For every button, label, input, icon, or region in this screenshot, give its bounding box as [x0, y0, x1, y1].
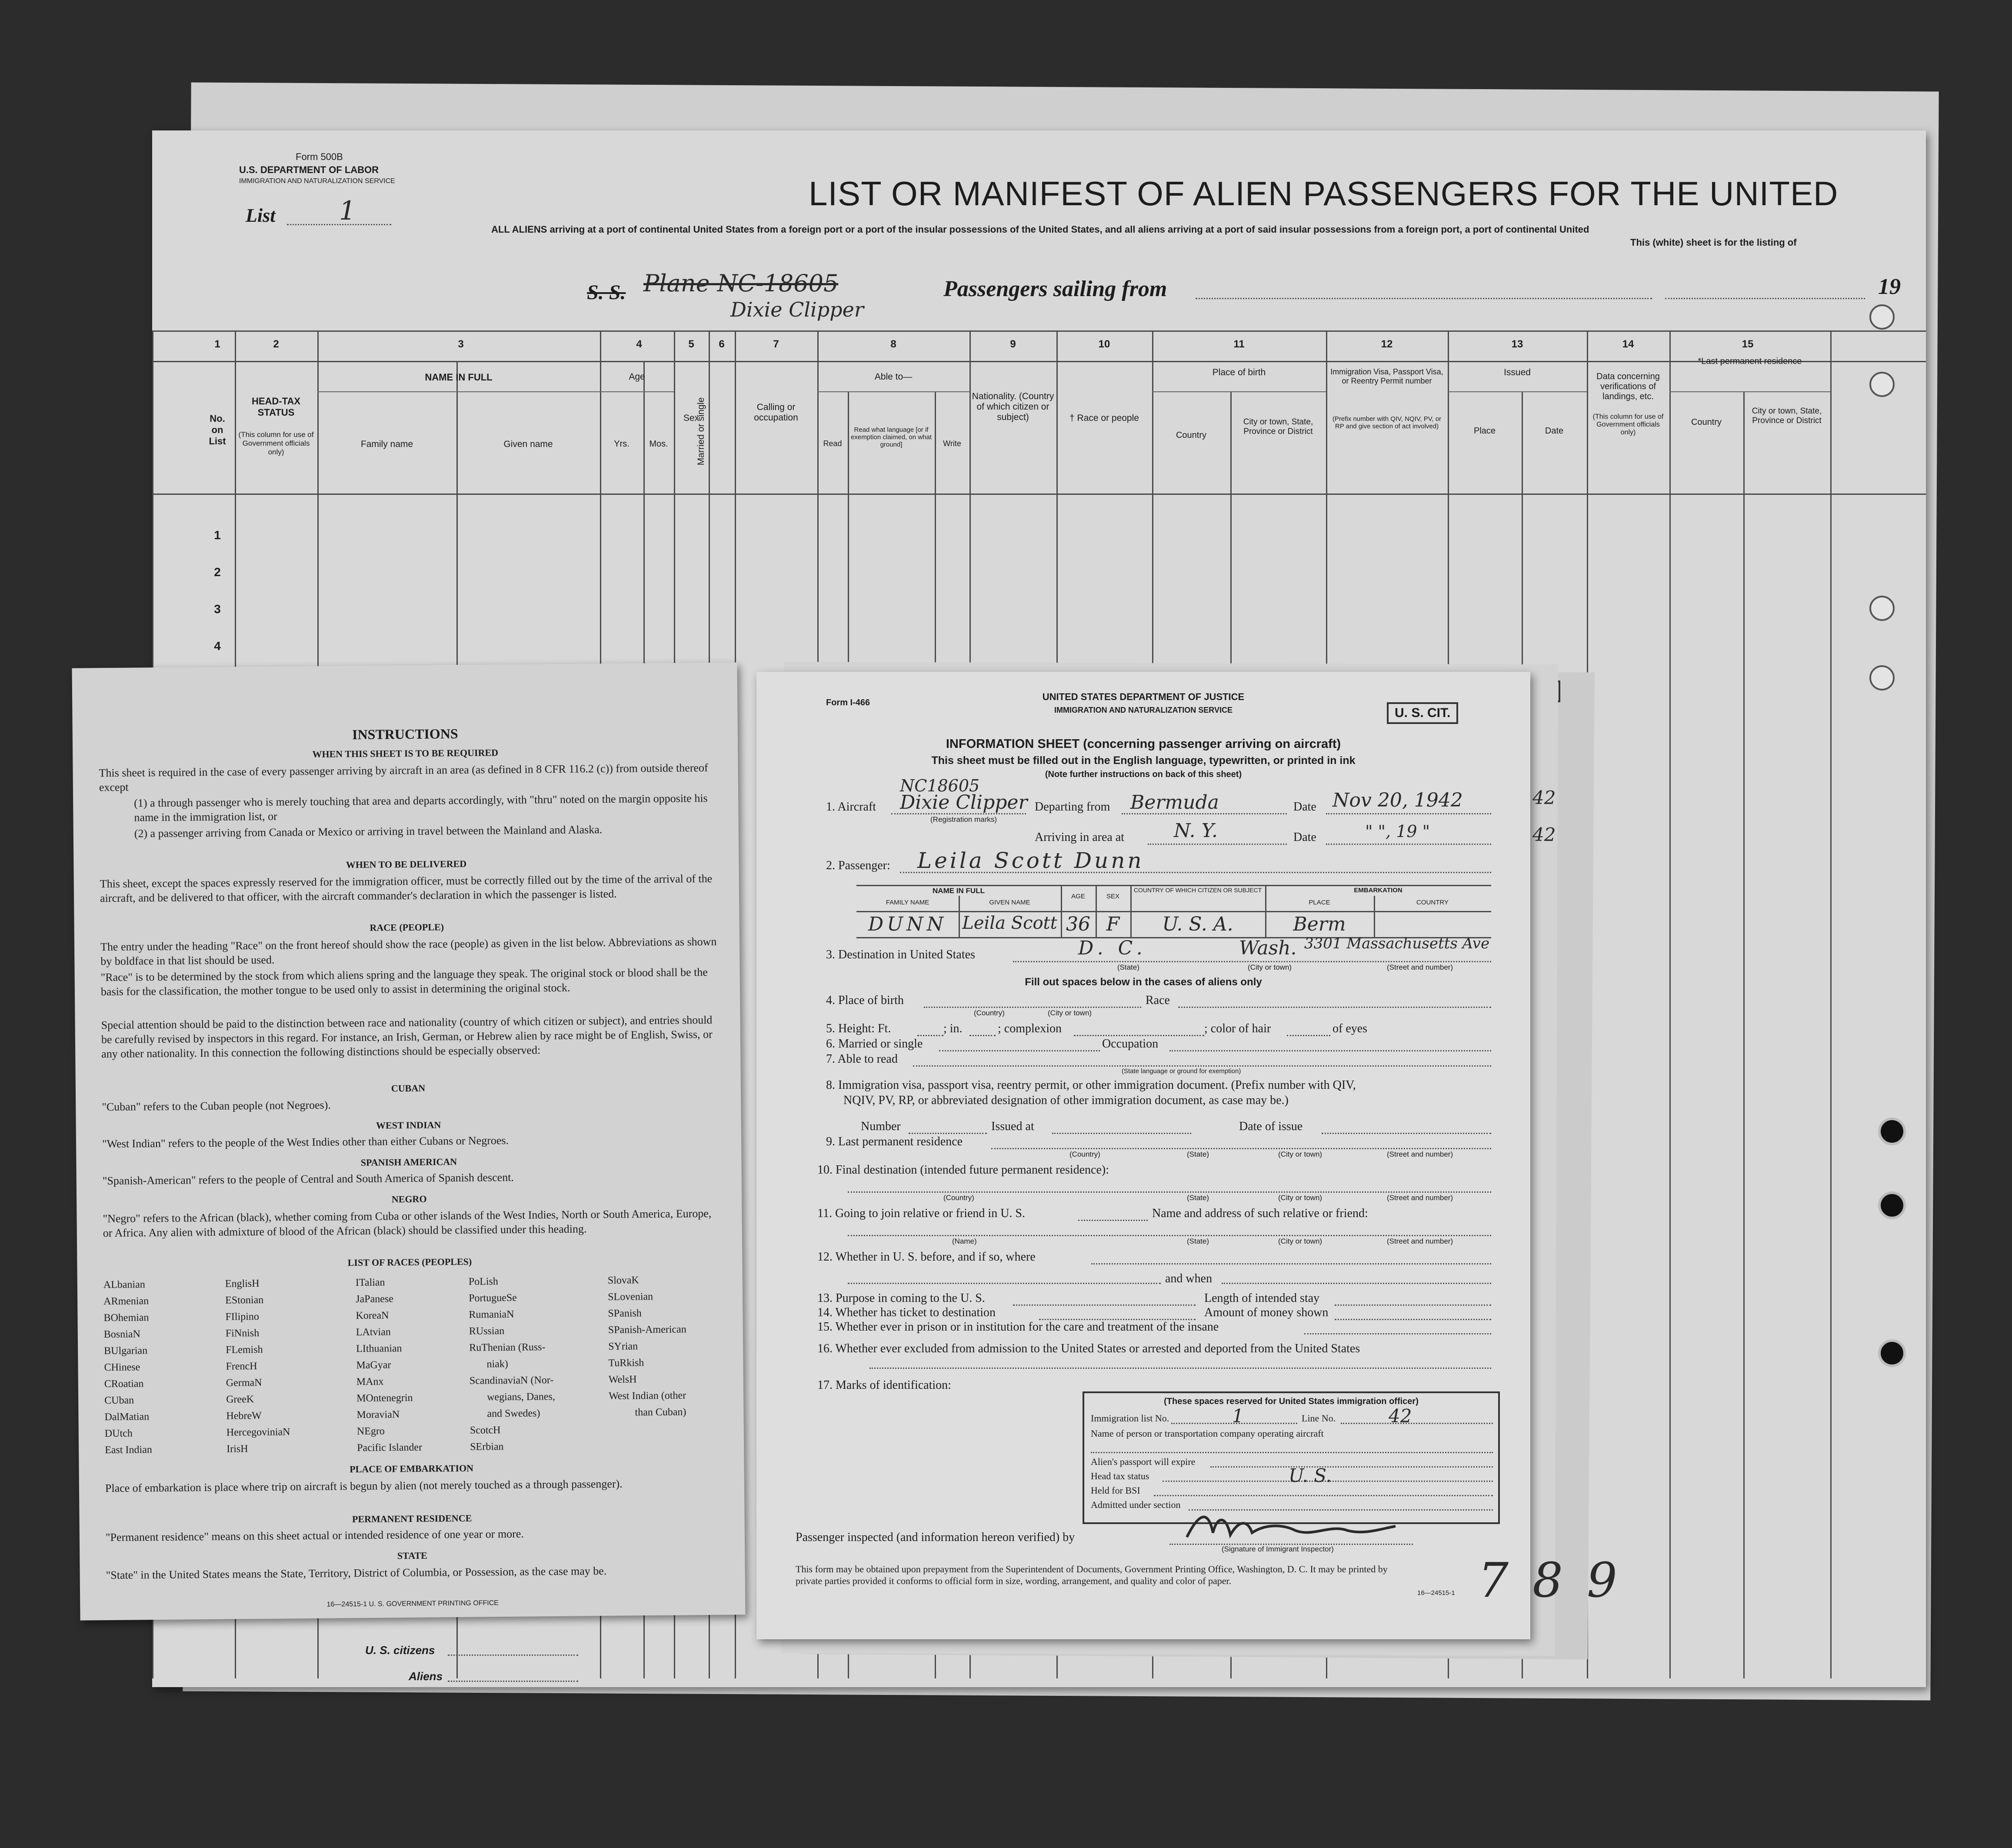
- col-header-name-in-full: NAME IN FULL: [425, 372, 493, 383]
- officer-admitted-label: Admitted under section: [1091, 1499, 1181, 1510]
- manifest-form-no: Form 500B: [296, 151, 343, 162]
- field-11-name-caption: (Name): [952, 1237, 977, 1245]
- col-num-2: 2: [273, 338, 279, 350]
- field-9-street-caption: (Street and number): [1387, 1150, 1453, 1158]
- margin-year-1: 42: [1532, 787, 1556, 808]
- row-number-3: 3: [214, 602, 221, 616]
- race-item: IrisH: [227, 1443, 248, 1455]
- col-header-visa-note: (Prefix number with QIV, NQIV, PV, or RP and give section of act involved): [1332, 415, 1442, 430]
- field-10-street-caption: (Street and number): [1387, 1194, 1453, 1202]
- inspector-signature: [1183, 1507, 1400, 1546]
- race-list-col-4: [469, 1273, 556, 1455]
- col-header-birth-country: Country: [1176, 430, 1207, 440]
- field-3-street-caption: (Street and number): [1387, 963, 1453, 971]
- info-note: (Note further instructions on back of this sheet): [1045, 770, 1242, 779]
- field-1-date2-value: " ", 19 ": [1365, 822, 1430, 841]
- info-dept: UNITED STATES DEPARTMENT OF JUSTICE: [1042, 691, 1245, 702]
- field-4-country-caption: (Country): [974, 1009, 1005, 1017]
- col-header-married: Married or single: [696, 397, 706, 466]
- footer-aliens: Aliens: [409, 1670, 443, 1683]
- field-8-number-label: Number: [861, 1120, 901, 1133]
- tbl-embarkation: EMBARKATION: [1354, 887, 1402, 894]
- info-subtitle: This sheet must be filled out in the English language, typewritten, or printed in ink: [931, 754, 1356, 767]
- race-item: GermaN: [226, 1377, 262, 1389]
- field-13-length-label: Length of intended stay: [1204, 1291, 1320, 1305]
- officer-box-title: (These spaces reserved for United States immigration officer): [1164, 1397, 1419, 1406]
- instructions-p-perm: "Permanent residence" means on this sheet actual or intended residence of one year or more.: [105, 1527, 524, 1544]
- col-num-1: 1: [214, 338, 220, 350]
- race-item: FIlipino: [225, 1311, 259, 1323]
- field-10-country-caption: (Country): [943, 1194, 974, 1202]
- field-9-state-caption: (State): [1187, 1150, 1209, 1158]
- information-sheet: [756, 672, 1530, 1639]
- race-item: CUban: [104, 1394, 134, 1407]
- instructions-p-cuban: "Cuban" refers to the Cuban people (not Negroes).: [102, 1098, 331, 1114]
- col-header-read-language: Read what language [or if exemption claimed, on what ground]: [851, 426, 932, 448]
- manifest-title: LIST OR MANIFEST OF ALIEN PASSENGERS FOR THE UNITED: [809, 174, 1839, 213]
- race-item: LAtvian: [356, 1326, 391, 1338]
- binder-hole: [1869, 596, 1895, 621]
- race-item: wegians, Danes,: [487, 1391, 555, 1403]
- info-footer-code: 16—24515-1: [1417, 1589, 1455, 1597]
- race-item: RumaniaN: [469, 1308, 514, 1321]
- instructions-h-perm: PERMANENT RESIDENCE: [352, 1512, 472, 1525]
- field-12-when-label: and when: [1165, 1272, 1213, 1285]
- col-num-14: 14: [1622, 338, 1634, 350]
- sheet-page-numbers: 7 8 9: [1478, 1552, 1622, 1608]
- field-5-eyes-label: of eyes: [1332, 1022, 1368, 1035]
- field-3-city-caption: (City or town): [1248, 963, 1292, 971]
- manifest-subtitle: ALL ALIENS arriving at a port of continental United States from a foreign port or a port of the insular possessions of the United States, and all aliens arriving at a port of said insular possessions from a foreign port, a port of continental United: [491, 224, 1589, 235]
- instructions-h-embark: PLACE OF EMBARKATION: [350, 1462, 474, 1475]
- field-17-label: 17. Marks of identification:: [817, 1378, 951, 1392]
- instructions-h-cuban: CUBAN: [391, 1082, 426, 1094]
- field-1-label: 1. Aircraft: [826, 800, 876, 814]
- tbl-country: COUNTRY OF WHICH CITIZEN OR SUBJECT: [1133, 887, 1262, 894]
- field-5-label: 5. Height: Ft.: [826, 1022, 891, 1035]
- instructions-p-req2: (2) a passenger arriving from Canada or Mexico or arriving in travel between the Mainland and Alaska.: [134, 823, 603, 840]
- field-15-label: 15. Whether ever in prison or in institution for the care and treatment of the insane: [817, 1320, 1219, 1334]
- race-list-col-5: [608, 1271, 687, 1421]
- race-item: FLemish: [226, 1344, 263, 1356]
- aliens-only-heading: Fill out spaces below in the cases of aliens only: [1025, 976, 1262, 988]
- field-8-label: 8. Immigration visa, passport visa, reentry permit, or other immigration document. (Prefix number with QIV,: [826, 1078, 1356, 1092]
- instructions-p-spanish: "Spanish-American" refers to the people of Central and South America of Spanish descent.: [102, 1171, 514, 1188]
- col-header-able-to: Able to—: [874, 372, 913, 382]
- col-num-10: 10: [1098, 338, 1110, 350]
- race-list-col-3: [356, 1274, 423, 1456]
- col-header-read: Read: [823, 439, 842, 448]
- instructions-p-negro: "Negro" refers to the African (black), whether coming from Cuba or other islands of the West Indies, North or South America, Europe, or Africa. Any alien with admixture of blood of the African (black) should be classified under this heading.: [103, 1207, 712, 1240]
- field-1-arriving-value: N. Y.: [1174, 820, 1218, 842]
- binder-hole: [1878, 1117, 1906, 1145]
- field-2-label: 2. Passenger:: [826, 859, 890, 872]
- officer-line-label: Line No.: [1302, 1413, 1336, 1424]
- officer-line-value: 42: [1389, 1405, 1412, 1427]
- field-3-label: 3. Destination in United States: [826, 948, 975, 961]
- field-1-aircraft-value: Dixie Clipper: [900, 791, 1028, 814]
- field-16-label: 16. Whether ever excluded from admission to the United States or arrested and deported from the United States: [817, 1342, 1360, 1355]
- footer-us-citizens: U. S. citizens: [365, 1644, 435, 1657]
- info-title: INFORMATION SHEET (concerning passenger arriving on aircraft): [946, 737, 1341, 751]
- instructions-p-required: This sheet is required in the case of every passenger arriving by aircraft in an area (as defined in 8 CFR 116.2 (c)) from outside thereof except: [99, 761, 708, 794]
- binder-hole: [1878, 1191, 1906, 1219]
- col-header-issued-date: Date: [1545, 426, 1564, 436]
- race-list-col-2: [225, 1275, 290, 1457]
- passenger-sex: F: [1106, 913, 1120, 935]
- binder-hole: [1869, 665, 1895, 690]
- manifest-ship-handwritten: Plane NC-18605: [643, 270, 839, 297]
- field-12-label: 12. Whether in U. S. before, and if so, where: [817, 1250, 1036, 1264]
- field-5-in-label: ; in.: [943, 1022, 963, 1035]
- row-number-2: 2: [214, 565, 221, 579]
- col-header-age: Age: [629, 372, 645, 382]
- race-item: TuRkish: [608, 1357, 644, 1369]
- manifest-list-value: 1: [339, 196, 356, 226]
- manifest-subtitle2: This (white) sheet is for the listing of: [1630, 237, 1797, 248]
- field-11-city-caption: (City or town): [1278, 1237, 1322, 1245]
- col-header-given-name: Given name: [503, 439, 553, 449]
- field-9-city-caption: (City or town): [1278, 1150, 1322, 1158]
- col-header-nationality: Nationality. (Country of which citizen or subject): [972, 391, 1054, 422]
- col-num-15: 15: [1742, 338, 1754, 350]
- race-item: SErbian: [470, 1441, 504, 1453]
- field-7-label: 7. Able to read: [826, 1052, 898, 1066]
- race-list-col-1: [103, 1276, 152, 1458]
- field-11-state-caption: (State): [1187, 1237, 1209, 1245]
- race-item: ARmenian: [103, 1295, 149, 1308]
- binder-hole: [1869, 372, 1895, 397]
- col-header-last-residence: *Last permanent residence: [1698, 357, 1802, 366]
- instructions-h-races: LIST OF RACES (PEOPLES): [347, 1256, 472, 1268]
- instructions-h-race: RACE (PEOPLE): [370, 921, 444, 933]
- instructions-footer-code: 16—24515-1 U. S. GOVERNMENT PRINTING OFFICE: [326, 1599, 499, 1608]
- instructions-sheet: [72, 662, 745, 1620]
- race-item: CRoatian: [104, 1378, 144, 1390]
- field-8-issued-label: Issued at: [991, 1120, 1034, 1133]
- field-10-city-caption: (City or town): [1278, 1194, 1322, 1202]
- info-footer-note: This form may be obtained upon prepayment from the Superintendent of Documents, Government Printing Office, Washington, D. C. It may be printed by private parties provided it conforms to official form in size, wording, arrangement, and quality and color of paper.: [796, 1564, 1388, 1586]
- tbl-place: PLACE: [1309, 899, 1330, 906]
- us-cit-stamp: U. S. CIT.: [1387, 702, 1458, 724]
- tbl-family-name: FAMILY NAME: [886, 899, 929, 906]
- field-4-race-label: Race: [1146, 994, 1170, 1007]
- col-header-family-name: Family name: [360, 439, 413, 449]
- instructions-p-race2: "Race" is to be determined by the stock from which aliens spring and the language they speak. The original stock or blood shall be the basis for the classification, the mother tongue to be used only to assist in determining the original stock.: [100, 965, 708, 998]
- instructions-p-race1: The entry under the heading "Race" on the front hereof should show the race (people) as given in the list below. Abbreviations as shown by boldface in that list should be used.: [100, 935, 717, 968]
- instructions-h-westindian: WEST INDIAN: [376, 1119, 441, 1131]
- field-5-hair-label: ; color of hair: [1204, 1022, 1271, 1035]
- row-number-1: 1: [214, 528, 221, 542]
- col-header-place-of-birth: Place of birth: [1212, 367, 1266, 377]
- race-item: DalMatian: [104, 1411, 150, 1423]
- instructions-h-spanish: SPANISH AMERICAN: [360, 1156, 457, 1168]
- race-item: RUssian: [469, 1325, 505, 1337]
- col-header-head-tax-note: (This column for use of Government officials only): [238, 430, 314, 456]
- col-header-residence-city: City or town, State, Province or District: [1752, 407, 1822, 425]
- tbl-country-2: COUNTRY: [1416, 899, 1449, 906]
- instructions-h-state: STATE: [397, 1550, 427, 1561]
- col-num-4: 4: [636, 338, 642, 350]
- field-1-arriving-label: Arriving in area at: [1035, 831, 1125, 844]
- race-item: ITalian: [355, 1277, 385, 1289]
- field-3-state-value: D. C.: [1078, 937, 1147, 959]
- race-item: CHinese: [104, 1361, 140, 1374]
- col-header-yrs: Yrs.: [614, 439, 630, 449]
- passenger-embark-place: Berm: [1293, 913, 1346, 935]
- race-item: WelsH: [608, 1374, 637, 1386]
- field-1-date-value: Nov 20, 1942: [1332, 789, 1463, 811]
- manifest-service: IMMIGRATION AND NATURALIZATION SERVICE: [239, 177, 395, 185]
- race-item: HercegoviniaN: [226, 1426, 290, 1438]
- race-item: BosniaN: [103, 1328, 140, 1341]
- instructions-title: INSTRUCTIONS: [352, 725, 458, 743]
- race-item: LIthuanian: [356, 1343, 402, 1355]
- instructions-p-embark: Place of embarkation is place where trip on aircraft is begun by alien (not merely touched as a through passenger).: [105, 1477, 623, 1495]
- tbl-given-name: GIVEN NAME: [989, 899, 1030, 906]
- field-13-label: 13. Purpose in coming to the U. S.: [817, 1291, 985, 1305]
- field-3-street-value: 3301 Massachusetts Ave: [1304, 935, 1490, 952]
- col-num-3: 3: [458, 338, 464, 350]
- race-item: DUtch: [104, 1428, 133, 1440]
- instructions-p-req1: (1) a through passenger who is merely touching that area and departs accordingly, with "thru" noted on the margin opposite his name in the immigration list, or: [134, 791, 708, 824]
- field-1-departing-value: Bermuda: [1130, 791, 1219, 814]
- officer-list-value: 1: [1232, 1405, 1244, 1427]
- col-header-sex: Sex: [683, 413, 700, 423]
- field-2-passenger-value: Leila Scott Dunn: [917, 848, 1144, 873]
- race-item: MoraviaN: [356, 1409, 400, 1421]
- officer-company-label: Name of person or transportation company operating aircraft: [1091, 1428, 1324, 1439]
- manifest-ship-handwritten-2: Dixie Clipper: [730, 298, 864, 321]
- race-item: JaPanese: [356, 1293, 393, 1305]
- race-item: SYrian: [608, 1341, 638, 1353]
- race-item: NEgro: [356, 1425, 385, 1438]
- col-num-5: 5: [688, 338, 694, 350]
- race-item: MOntenegrin: [356, 1392, 413, 1404]
- race-item: BOhemian: [103, 1312, 149, 1324]
- officer-headtax-value: U. S.: [1289, 1465, 1332, 1486]
- race-item: RuThenian (Russ-: [469, 1341, 546, 1354]
- officer-bsi-label: Held for BSI: [1091, 1485, 1140, 1496]
- race-item: SPanish-American: [608, 1324, 686, 1336]
- instructions-p-deliver: This sheet, except the spaces expressly reserved for the immigration officer, must be correctly filled out by the time of the arrival of the aircraft, and be delivered to that officer, with the aircraft commander's declaration in which the passenger is listed.: [100, 872, 713, 905]
- race-item: than Cuban): [635, 1406, 686, 1418]
- passenger-country: U. S. A.: [1162, 913, 1233, 935]
- officer-list-label: Immigration list No.: [1091, 1413, 1169, 1424]
- race-item: KoreaN: [356, 1310, 389, 1322]
- officer-passport-label: Alien's passport will expire: [1091, 1456, 1196, 1467]
- col-header-no-on-list: No. on List: [209, 413, 226, 447]
- race-item: niak): [486, 1358, 508, 1370]
- col-num-13: 13: [1511, 338, 1523, 350]
- binder-hole: [1869, 304, 1895, 330]
- col-header-occupation: Calling or occupation: [754, 402, 798, 423]
- officer-reserved-box: [1083, 1391, 1500, 1524]
- field-3-state-caption: (State): [1117, 963, 1140, 971]
- instructions-p-race3: Special attention should be paid to the distinction between race and nationality (country of which citizen or subject), and entries should be carefully revised by inspectors in this regard. For instance, an Irish, German, or Hebrew alien by race might be of English, Swiss, or any other nationality. In this connection the following distinctions should be especially observed:: [101, 1013, 713, 1061]
- field-14-money-label: Amount of money shown: [1204, 1306, 1329, 1319]
- field-8-date-label: Date of issue: [1239, 1120, 1303, 1133]
- race-item: SLovenian: [608, 1291, 653, 1303]
- col-header-write: Write: [943, 439, 961, 448]
- race-item: ALbanian: [103, 1279, 145, 1291]
- race-item: EnglisH: [225, 1278, 260, 1290]
- race-item: PortugueSe: [469, 1292, 517, 1304]
- field-11-street-caption: (Street and number): [1387, 1237, 1453, 1245]
- race-item: MaGyar: [356, 1359, 391, 1371]
- tbl-sex: SEX: [1106, 893, 1119, 900]
- race-item: EStonian: [225, 1294, 264, 1306]
- field-4-city-caption: (City or town): [1048, 1009, 1092, 1017]
- race-item: FrencH: [226, 1361, 257, 1372]
- inspector-signature-caption: (Signature of Immigrant Inspector): [1222, 1545, 1334, 1553]
- binder-hole: [1878, 1339, 1906, 1367]
- race-item: West Indian (other: [609, 1390, 686, 1402]
- field-14-label: 14. Whether has ticket to destination: [817, 1306, 996, 1319]
- field-9-country-caption: (Country): [1069, 1150, 1100, 1158]
- col-num-8: 8: [890, 338, 896, 350]
- manifest-year: 19: [1878, 274, 1901, 299]
- race-item: PoLish: [468, 1276, 498, 1288]
- race-item: and Swedes): [487, 1408, 540, 1420]
- field-1-registration-caption: (Registration marks): [930, 815, 997, 824]
- inspected-by-label: Passenger inspected (and information hereon verified) by: [796, 1531, 1075, 1544]
- instructions-p-state: "State" in the United States means the State, Territory, District of Columbia, or Possession, as the case may be.: [106, 1564, 607, 1582]
- instructions-h-required: WHEN THIS SHEET IS TO BE REQUIRED: [312, 747, 499, 760]
- field-11-relative-label: Name and address of such relative or friend:: [1152, 1207, 1368, 1220]
- col-num-7: 7: [773, 338, 779, 350]
- officer-headtax-label: Head tax status: [1091, 1471, 1149, 1481]
- field-1-date-label: Date: [1293, 800, 1316, 814]
- col-header-birth-city: City or town, State, Province or District: [1243, 417, 1313, 436]
- instructions-h-deliver: WHEN TO BE DELIVERED: [346, 858, 467, 871]
- race-item: Pacific Islander: [357, 1441, 423, 1454]
- field-9-label: 9. Last permanent residence: [826, 1135, 963, 1148]
- field-11-label: 11. Going to join relative or friend in U. S.: [817, 1207, 1025, 1220]
- race-item: ScandinaviaN (Nor-: [469, 1374, 554, 1387]
- field-4-label: 4. Place of birth: [826, 994, 904, 1007]
- col-header-residence-country: Country: [1691, 417, 1722, 427]
- field-10-label: 10. Final destination (intended future permanent residence):: [817, 1163, 1109, 1177]
- col-header-head-tax: HEAD-TAX STATUS: [251, 396, 301, 418]
- race-item: SPanish: [608, 1308, 642, 1320]
- race-item: GreeK: [226, 1394, 254, 1405]
- instructions-p-westindian: "West Indian" refers to the people of the West Indies other than either Cubans or Negroes.: [102, 1134, 509, 1151]
- col-header-race: † Race or people: [1069, 413, 1139, 423]
- race-item: HebreW: [226, 1410, 262, 1422]
- field-5-complexion-label: ; complexion: [998, 1022, 1062, 1035]
- col-header-visa: Immigration Visa, Passport Visa, or Reentry Permit number: [1330, 367, 1443, 385]
- passenger-given-name: Leila Scott: [962, 913, 1057, 933]
- col-num-9: 9: [1010, 338, 1016, 350]
- tbl-name-in-full: NAME IN FULL: [933, 887, 985, 895]
- field-6-label: 6. Married or single: [826, 1037, 923, 1051]
- col-header-issued: Issued: [1504, 367, 1531, 377]
- field-3-city-value: Wash.: [1239, 937, 1297, 959]
- margin-year-2: 42: [1532, 824, 1556, 845]
- field-1-date2-label: Date: [1293, 831, 1316, 844]
- info-service: IMMIGRATION AND NATURALIZATION SERVICE: [1054, 706, 1233, 714]
- col-header-mos: Mos.: [649, 439, 668, 449]
- field-7-caption: (State language or ground for exemption): [1122, 1067, 1241, 1075]
- col-num-11: 11: [1233, 338, 1245, 350]
- manifest-list-label: List: [246, 205, 276, 226]
- race-item: BUlgarian: [104, 1345, 148, 1357]
- manifest-department: U.S. DEPARTMENT OF LABOR: [239, 164, 379, 175]
- manifest-ss-label: S. S.: [587, 281, 626, 304]
- passenger-age: 36: [1066, 913, 1090, 935]
- col-num-12: 12: [1381, 338, 1393, 350]
- row-number-4: 4: [214, 639, 221, 653]
- race-item: East Indian: [105, 1444, 152, 1456]
- tbl-age: AGE: [1071, 893, 1085, 900]
- passenger-family-name: DUNN: [868, 913, 947, 935]
- instructions-h-negro: NEGRO: [391, 1193, 427, 1205]
- field-10-state-caption: (State): [1187, 1194, 1209, 1202]
- race-item: MAnx: [356, 1376, 384, 1388]
- aircraft-registration-handwritten: NC18605: [900, 776, 980, 795]
- race-item: ScotcH: [470, 1424, 501, 1436]
- col-header-issued-place: Place: [1473, 426, 1496, 436]
- field-8-label-2: NQIV, PV, RP, or abbreviated designation of other immigration document, as case may be.): [843, 1094, 1289, 1107]
- col-header-verifications: Data concerning verifications of landings, etc.: [1596, 372, 1660, 401]
- race-item: SlovaK: [607, 1274, 639, 1287]
- field-1-departing-label: Departing from: [1035, 800, 1110, 814]
- race-item: FiNnish: [225, 1328, 260, 1339]
- info-form-no: Form I-466: [826, 698, 870, 707]
- manifest-passengers-sailing: Passengers sailing from: [943, 277, 1167, 301]
- col-header-verifications-note: (This column for use of Government officials only): [1592, 413, 1664, 436]
- field-6-occupation-label: Occupation: [1102, 1037, 1159, 1051]
- col-num-6: 6: [719, 338, 725, 350]
